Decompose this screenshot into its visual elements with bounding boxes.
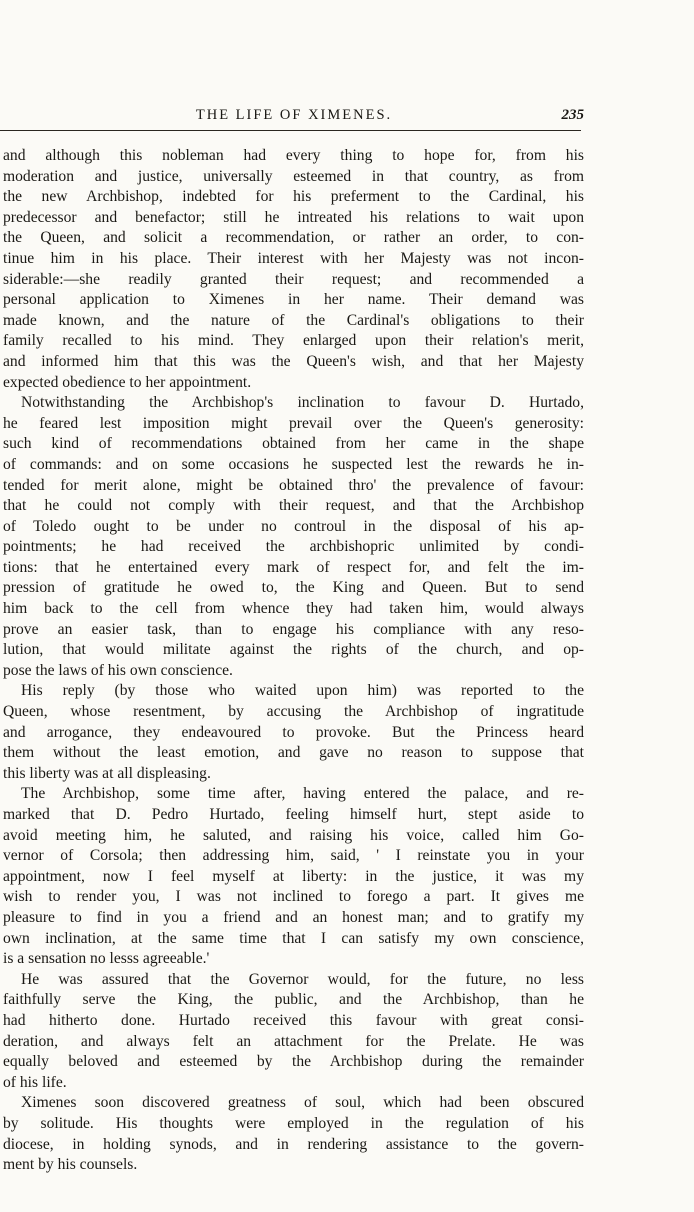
text-line: by solitude. His thoughts were employed in the regulation of his bbox=[3, 1114, 584, 1132]
text-line: ment by his counsels. bbox=[3, 1156, 138, 1174]
paragraph-3 bbox=[3, 681, 584, 784]
text-line: family recalled to his mind. They enlarged upon their relation's merit, bbox=[3, 332, 584, 350]
text-line: siderable:—she readily granted their request; and recommended a bbox=[3, 270, 584, 288]
text-line: vernor of Corsola; then addressing him, said, ' I reinstate you in your bbox=[3, 847, 584, 865]
text-line: had hitherto done. Hurtado received this favour with great consi- bbox=[3, 1011, 584, 1029]
running-title: THE LIFE OF XIMENES. bbox=[195, 107, 393, 123]
text-line: lution, that would militate against the rights of the church, and op- bbox=[3, 641, 584, 659]
text-line: prove an easier task, than to engage his compliance with any reso- bbox=[3, 620, 584, 638]
paragraph-2 bbox=[3, 393, 584, 681]
text-line: this liberty was at all displeasing. bbox=[3, 764, 211, 782]
text-line: He was assured that the Governor would, for the future, no less bbox=[21, 970, 584, 988]
text-line: such kind of recommendations obtained from her came in the shape bbox=[3, 435, 584, 453]
text-line: The Archbishop, some time after, having entered the palace, and re- bbox=[21, 785, 584, 803]
text-line: he feared lest imposition might prevail over the Queen's generosity: bbox=[3, 414, 584, 432]
text-line: Queen, whose resentment, by accusing the Archbishop of ingratitude bbox=[3, 703, 584, 721]
text-line: tions: that he entertained every mark of respect for, and felt the im- bbox=[3, 558, 584, 576]
text-line: pose the laws of his own conscience. bbox=[3, 661, 233, 679]
text-line: tended for merit alone, might be obtained thro' the prevalence of favour: bbox=[3, 476, 584, 494]
text-line: of commands: and on some occasions he suspected lest the rewards he in- bbox=[3, 455, 584, 473]
text-line: the Queen, and solicit a recommendation, or rather an order, to con- bbox=[3, 229, 584, 247]
text-line: wish to render you, I was not inclined to forego a part. It gives me bbox=[3, 888, 584, 906]
text-line: personal application to Ximenes in her name. Their demand was bbox=[3, 291, 584, 309]
paragraph-1 bbox=[3, 146, 584, 393]
text-line: pression of gratitude he owed to, the King and Queen. But to send bbox=[3, 579, 584, 597]
text-line: Ximenes soon discovered greatness of soul, which had been obscured bbox=[21, 1094, 584, 1112]
text-line: expected obedience to her appointment. bbox=[3, 373, 252, 391]
running-head bbox=[0, 104, 694, 134]
header-rule bbox=[0, 130, 581, 131]
text-line: of Toledo ought to be under no controul in the disposal of his ap- bbox=[3, 517, 584, 535]
text-line: and although this nobleman had every thing to hope for, from his bbox=[3, 147, 584, 164]
paragraph-6 bbox=[3, 1093, 584, 1175]
text-line: moderation and justice, universally esteemed in that country, as from bbox=[3, 167, 584, 185]
text-line: that he could not comply with their request, and that the Archbishop bbox=[3, 497, 584, 515]
text-line: Notwithstanding the Archbishop's inclination to favour D. Hurtado, bbox=[21, 394, 584, 412]
text-line: appointment, now I feel myself at liberty: in the justice, it was my bbox=[3, 867, 584, 885]
text-line: the new Archbishop, indebted for his preferment to the Cardinal, his bbox=[3, 188, 584, 206]
text-line: and informed him that this was the Queen's wish, and that her Majesty bbox=[3, 352, 584, 370]
text-line: predecessor and benefactor; still he intreated his relations to wait upon bbox=[3, 208, 584, 226]
text-line: made known, and the nature of the Cardinal's obligations to their bbox=[3, 311, 584, 329]
text-line: deration, and always felt an attachment for the Prelate. He was bbox=[3, 1032, 584, 1050]
text-line: faithfully serve the King, the public, and the Archbishop, than he bbox=[3, 991, 584, 1009]
text-line: avoid meeting him, he saluted, and raising his voice, called him Go- bbox=[3, 826, 584, 844]
text-line: him back to the cell from whence they had taken him, would always bbox=[3, 600, 584, 618]
text-line: pointments; he had received the archbishopric unlimited by condi- bbox=[3, 538, 584, 556]
text-line: tinue him in his place. Their interest with her Majesty was not incon- bbox=[3, 249, 584, 267]
body-text bbox=[0, 146, 584, 1176]
text-line: diocese, in holding synods, and in rendering assistance to the govern- bbox=[3, 1135, 584, 1153]
paragraph-5 bbox=[3, 970, 584, 1094]
text-line: them without the least emotion, and gave no reason to suppose that bbox=[3, 744, 584, 762]
text-line: His reply (by those who waited upon him) was reported to the bbox=[21, 682, 584, 700]
text-line: marked that D. Pedro Hurtado, feeling himself hurt, stept aside to bbox=[3, 806, 584, 823]
text-line: equally beloved and esteemed by the Archbishop during the remainder bbox=[3, 1053, 584, 1071]
text-line: own inclination, at the same time that I can satisfy my own conscience, bbox=[3, 929, 584, 947]
text-line: of his life. bbox=[3, 1073, 67, 1091]
page-number: 235 bbox=[561, 107, 584, 123]
text-line: pleasure to find in you a friend and an honest man; and to gratify my bbox=[3, 908, 584, 926]
text-line: is a sensation no lesss agreeable.' bbox=[3, 950, 210, 968]
text-line: and arrogance, they endeavoured to provoke. But the Princess heard bbox=[3, 723, 584, 741]
paragraph-4 bbox=[3, 784, 584, 969]
